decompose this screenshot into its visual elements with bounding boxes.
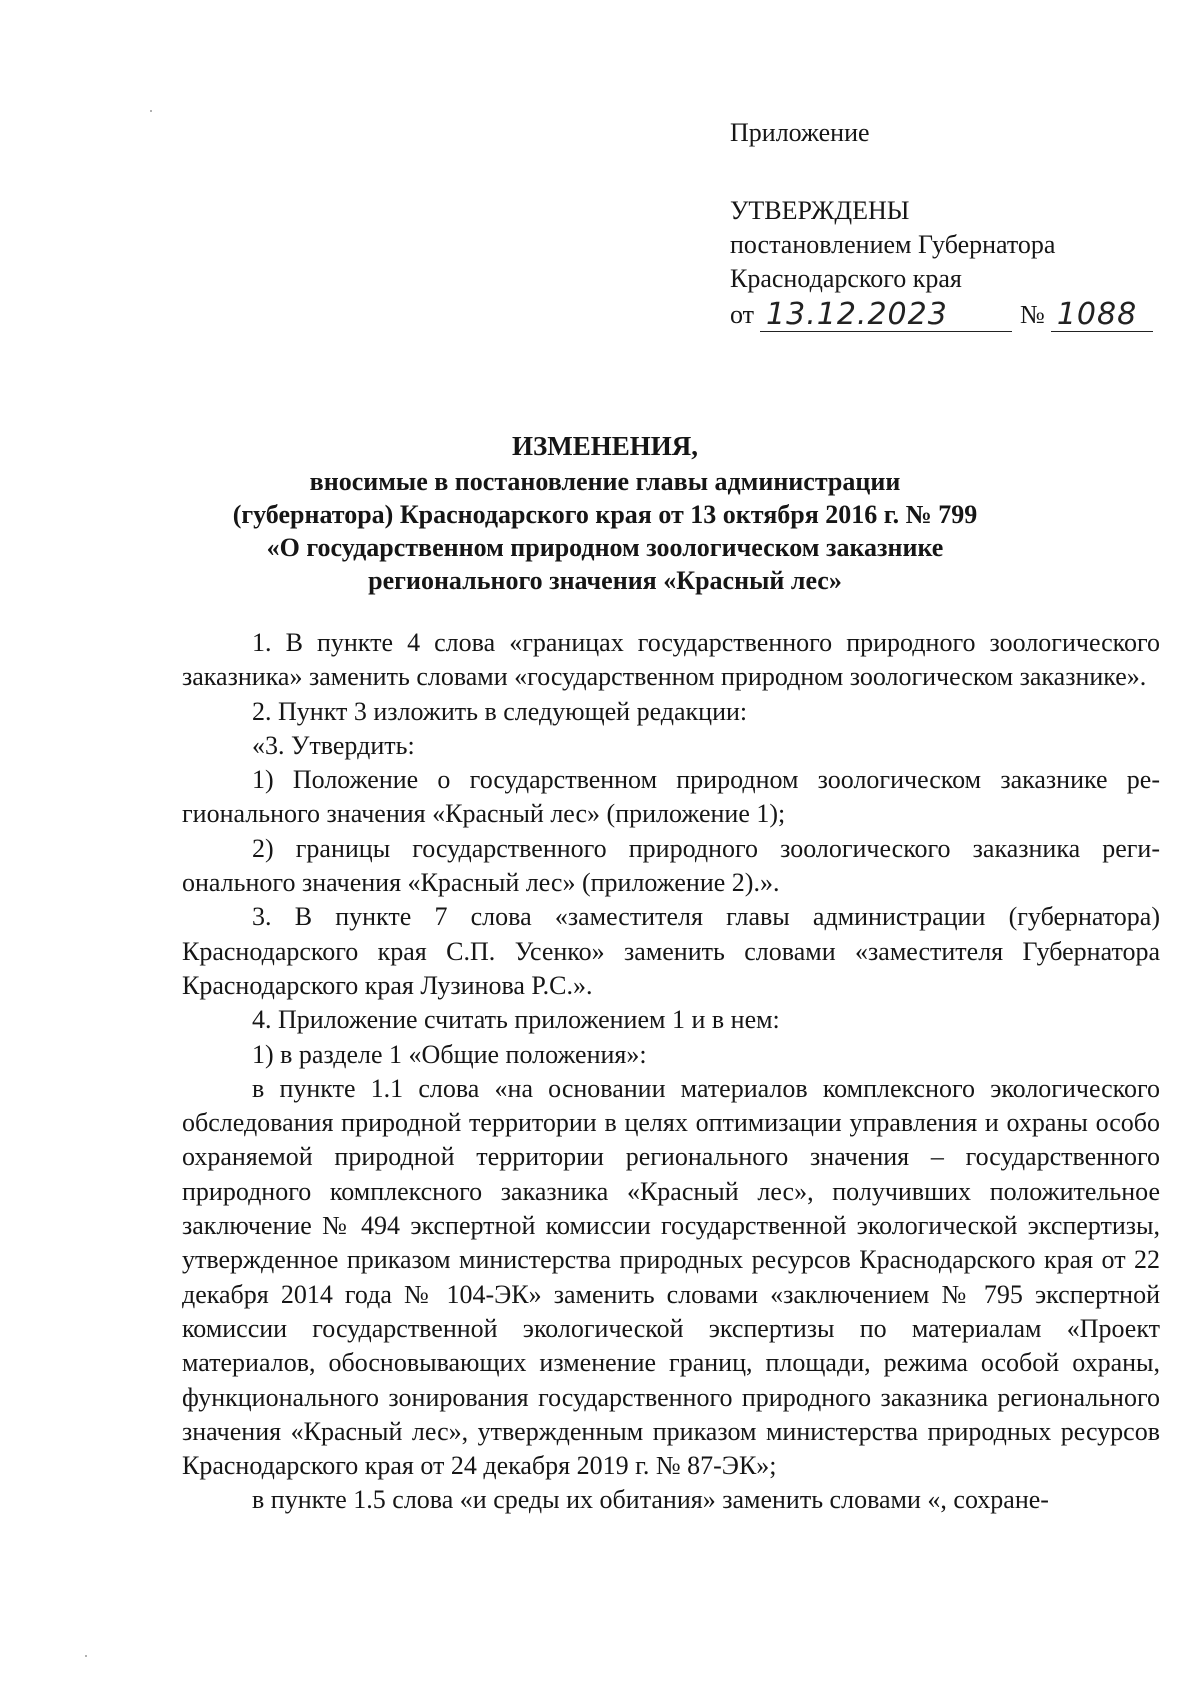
paragraph-4: 1) Положение о государственном природном зоологическом заказнике регионального значения «Красный лес» (приложение 1); (182, 765, 1160, 829)
document-body (182, 626, 1160, 1518)
paragraph-8: 1) в разделе 1 «Общие положения»: (252, 1039, 647, 1069)
scan-speck (150, 110, 152, 112)
appendix-label: Приложение (730, 118, 870, 147)
handwritten-number: 1088 (1051, 299, 1153, 332)
date-prefix: от (730, 300, 755, 329)
document-heading (150, 430, 1060, 597)
paragraph-7: 4. Приложение считать приложением 1 и в нем: (252, 1005, 780, 1035)
paragraph-1: 1. В пункте 4 слова «границах государственного природного зоологического заказника» заменить словами «государственном природном зоологическом заказнике». (182, 628, 1160, 692)
approved-by-line: постановлением Губернатора (730, 230, 1056, 259)
approved-label: УТВЕРЖДЕНЫ (730, 196, 910, 225)
paragraph-9: в пункте 1.1 слова «на основании материалов комплексного экологического обследования природной территории в целях оптимизации управления и охраны особо охраняемой природной территории регионального значения – государственного природного комплексного заказника «Красный лес», получивших положительное заключение № 494 экспертной комиссии государственной экологической экспертизы, утвержденное приказом министерства природных ресурсов Краснодарского края от 22 декабря 2014 года № 104-ЭК» заменить словами «заключением № 795 экспертной комиссии государственной экологической экспертизы по материалам «Проект материалов, обосновывающих изменение границ, площади, режима особой охраны, функционального зонирования государственного природного заказника регионального значения «Красный лес», утвержденным приказом министерства природных ресурсов Краснодарского края от 24 декабря 2019 г. № 87-ЭК»; (182, 1073, 1160, 1481)
date-number-line (730, 298, 1160, 332)
paragraph-6: 3. В пункте 7 слова «заместителя главы администрации (губернатора) Краснодарского края С.П. Усенко» заменить словами «заместителя Губернатора Краснодарского края Лузинова Р.С.». (182, 902, 1160, 1000)
heading-line-3: «О государственном природном зоологическом заказнике (266, 533, 944, 562)
handwritten-date: 13.12.2023 (760, 299, 1012, 332)
region-line: Краснодарского края (730, 264, 962, 293)
heading-line-2: (губернатора) Краснодарского края от 13 октября 2016 г. № 799 (232, 500, 978, 529)
heading-line-1: вносимые в постановление главы администрации (309, 467, 901, 496)
paragraph-10: в пункте 1.5 слова «и среды их обитания» заменить словами «, сохране- (252, 1485, 1049, 1515)
heading-line-4: регионального значения «Красный лес» (368, 566, 842, 595)
paragraph-3: «3. Утвердить: (252, 730, 415, 760)
heading-title: ИЗМЕНЕНИЯ, (511, 431, 698, 461)
scan-speck (85, 1655, 87, 1657)
paragraph-2: 2. Пункт 3 изложить в следующей редакции: (252, 696, 748, 726)
number-sign: № (1020, 300, 1045, 329)
paragraph-5: 2) границы государственного природного зоологического заказника регионального значения «Красный лес» (приложение 2).». (182, 833, 1160, 898)
approval-block (730, 116, 1160, 332)
